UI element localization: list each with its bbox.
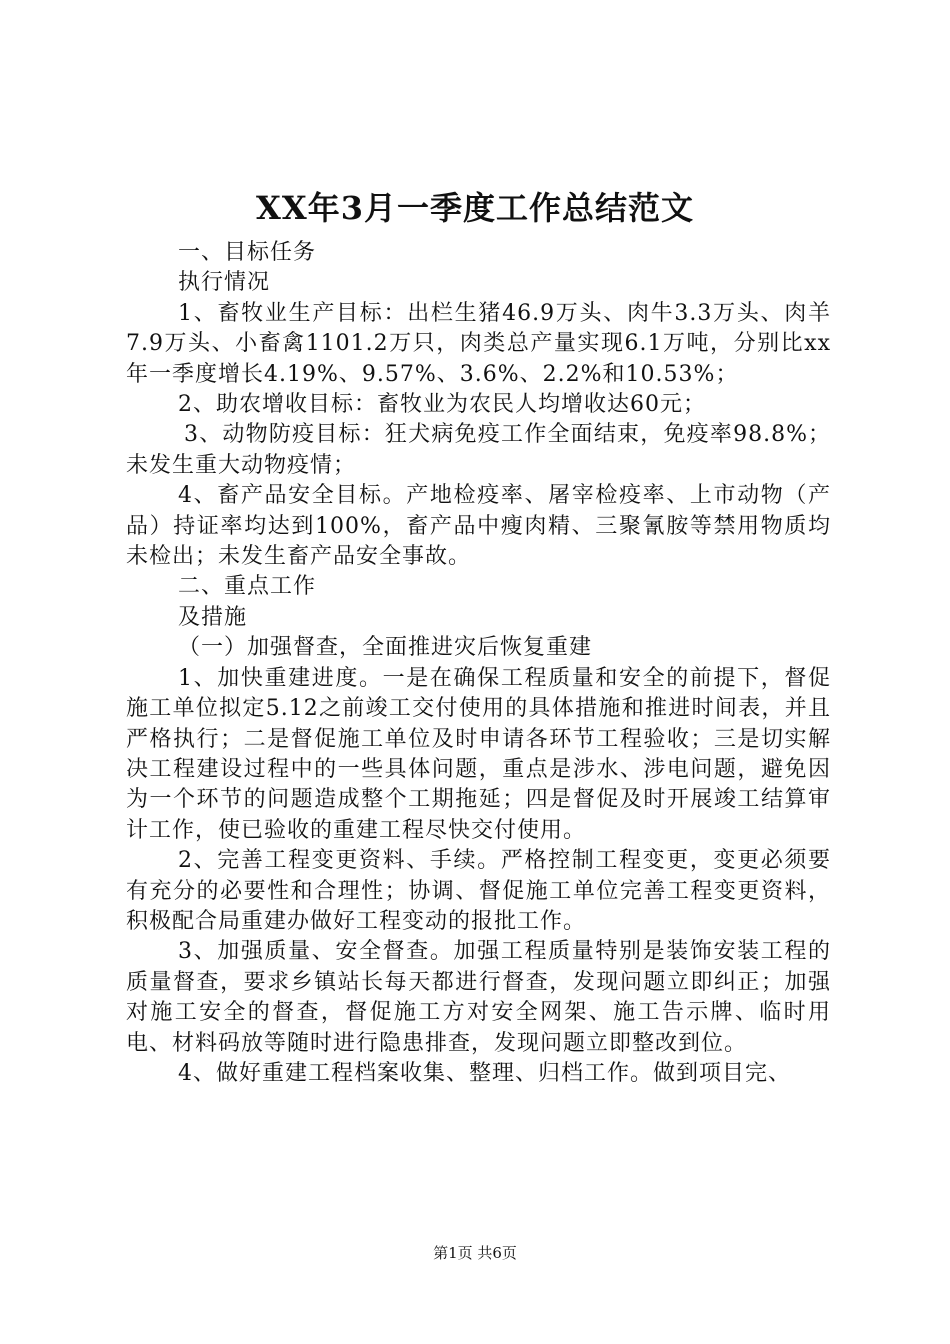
page-footer: 第1页 共6页	[433, 1244, 517, 1262]
paragraph: 3、加强质量、安全督查。加强工程质量特别是装饰安装工程的质量督查，要求乡镇站长每天都进行督查，发现问题立即纠正；加强对施工安全的督查，督促施工方对安全网架、施工告示牌、临时用电、材料码放等随时进行隐患排查，发现问题立即整改到位。	[126, 939, 831, 1056]
paragraph: 执行情况	[178, 270, 271, 296]
paragraph: 及措施	[178, 604, 248, 630]
paragraph: 3、动物防疫目标：狂犬病免疫工作全面结束，免疫率98.8%；未发生重大动物疫情；	[126, 422, 831, 478]
paragraph: 1、加快重建进度。一是在确保工程质量和安全的前提下，督促施工单位拟定5.12之前竣工交付使用的具体措施和推进时间表，并且严格执行；二是督促施工单位及时申请各环节工程验收；三是切实解决工程建设过程中的一些具体问题，重点是涉水、涉电问题，避免因为一个环节的问题造成整个工期拖延；四是督促及时开展竣工结算审计工作，使已验收的重建工程尽快交付使用。	[126, 665, 831, 843]
section-heading: 一、目标任务	[178, 240, 317, 265]
document-title: XX年3月一季度工作总结范文	[256, 189, 694, 227]
document-body	[126, 238, 831, 1089]
subsection-heading: （一）加强督查，全面推进灾后恢复重建	[178, 635, 593, 661]
section-heading: 二、重点工作	[178, 574, 317, 600]
paragraph: 4、做好重建工程档案收集、整理、归档工作。做到项目完、	[178, 1060, 791, 1086]
paragraph: 2、助农增收目标：畜牧业为农民人均增收达60元；	[178, 392, 706, 418]
paragraph: 1、畜牧业生产目标：出栏生猪46.9万头、肉牛3.3万头、肉羊7.9万头、小畜禽1101.2万只，肉类总产量实现6.1万吨，分别比xx年一季度增长4.19%、9.57%、3.6%、2.2%和10.53%；	[126, 300, 831, 387]
paragraph: 2、完善工程变更资料、手续。严格控制工程变更，变更必须要有充分的必要性和合理性；协调、督促施工单位完善工程变更资料，积极配合局重建办做好工程变动的报批工作。	[126, 848, 831, 934]
paragraph: 4、畜产品安全目标。产地检疫率、屠宰检疫率、上市动物（产品）持证率均达到100%，畜产品中瘦肉精、三聚氰胺等禁用物质均未检出；未发生畜产品安全事故。	[126, 483, 831, 570]
